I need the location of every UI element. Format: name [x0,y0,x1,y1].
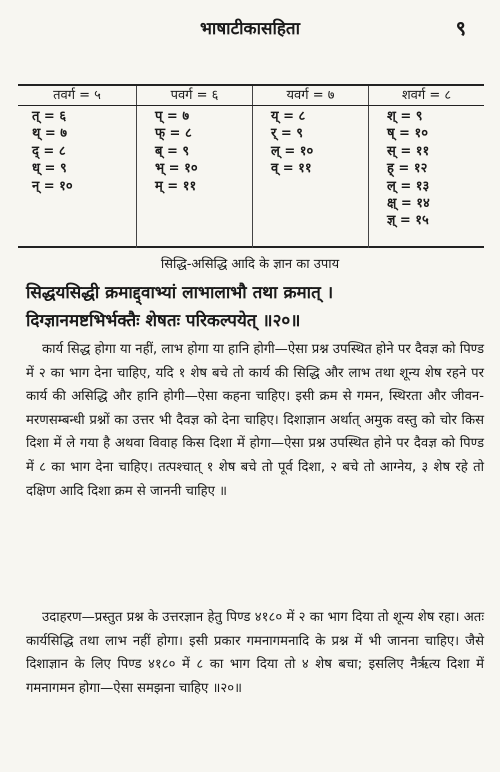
table-cell: फ् = ८ [155,126,192,142]
page-header [0,14,500,44]
table-cell: त् = ६ [32,109,67,124]
table-cell: श् = ९ [387,109,423,124]
example-paragraph: उदाहरण—प्रस्तुत प्रश्न के उत्तरज्ञान हेतु पिण्ड ४१८० में २ का भाग दिया तो शून्य शेष रहा। अतः कार्यसिद्धि तथा लाभ नहीं होगा। इसी प्रकार गमनागमनादि के प्रश्न में भी जानना चाहिए। जैसे दिशाज्ञान के लिए पिण्ड ४१८० में ८ का भाग दिया तो ४ शेष बचा; इसलिए नैर्ऋत्य दिशा में गमनागमन होगा—ऐसा समझना चाहिए ॥२०॥ [26,610,484,696]
table-cell: ल् = १० [271,143,314,159]
table-cell: ह् = १२ [387,161,428,177]
table-cell: क्ष् = १४ [387,196,430,212]
table-cell: द् = ८ [32,143,66,159]
letter-value-table [18,84,484,248]
table-cell: न् = १० [32,178,73,194]
table-cell: थ् = ७ [32,126,68,142]
verse-line-2: दिग्ज्ञानमष्टभिर्भक्तैः शेषतः परिकल्पयेत् ॥२०॥ [26,311,301,331]
column-heading: शवर्ग = ८ [401,88,452,103]
table-header-row [18,86,484,106]
table-column-pavarga [136,106,252,248]
column-heading: यवर्ग = ७ [286,88,335,103]
table-cell: भ् = १० [155,161,198,177]
commentary-paragraph: कार्य सिद्ध होगा या नहीं, लाभ होगा या हानि होगी—ऐसा प्रश्न उपस्थित होने पर दैवज्ञ को पिण्ड में २ का भाग देना चाहिए, यदि १ शेष बचे तो कार्य की सिद्धि और लाभ तथा शून्य शेष रहने पर कार्य की असिद्धि और हानि होगी—ऐसा कहना चाहिए। इसी क्रम से गमन, स्थिरता और जीवन-मरणसम्बन्धी प्रश्नों का उत्तर भी दैवज्ञ को देना चाहिए। दिशाज्ञान अर्थात् अमुक वस्तु को चोर किस दिशा में ले गया है अथवा विवाह किस दिशा में होगा—ऐसा प्रश्न उपस्थित होने पर दैवज्ञ को पिण्ड में ८ का भाग देना चाहिए। तत्पश्चात् १ शेष बचे तो पूर्व दिशा, २ बचे तो आग्नेय, ३ शेष रहे तो दक्षिण आदि दिशा क्रम से जाननी चाहिए ॥ [26,342,484,499]
table-cell: व् = ११ [271,161,312,177]
table-body [18,106,484,248]
table-cell: स् = ११ [387,143,430,159]
running-title: भाषाटीकासहिता [199,19,301,39]
page-number: ९ [455,16,466,40]
column-heading: पवर्ग = ६ [170,88,219,103]
column-heading: तवर्ग = ५ [53,88,101,103]
table-cell: ध् = ९ [32,161,67,177]
table-column-tavarga [18,106,136,248]
table-cell: ल् = १३ [387,178,430,194]
table-cell: ष् = १० [387,126,428,142]
table-column-shavarga [368,106,484,248]
section-caption: सिद्धि-असिद्धि आदि के ज्ञान का उपाय [160,257,340,272]
table-cell: म् = ११ [155,178,197,194]
verse-line-1: सिद्धयसिद्धी क्रमाद्द्वाभ्यां लाभालाभौ तथा क्रमात् । [26,283,334,303]
table-cell: र् = ९ [271,126,304,142]
table-cell: ब् = ९ [155,143,190,159]
table-column-yavarga [252,106,368,248]
table-cell: ज्ञ् = १५ [387,213,429,229]
table-cell: य् = ८ [271,109,306,124]
table-cell: प् = ७ [155,109,190,124]
